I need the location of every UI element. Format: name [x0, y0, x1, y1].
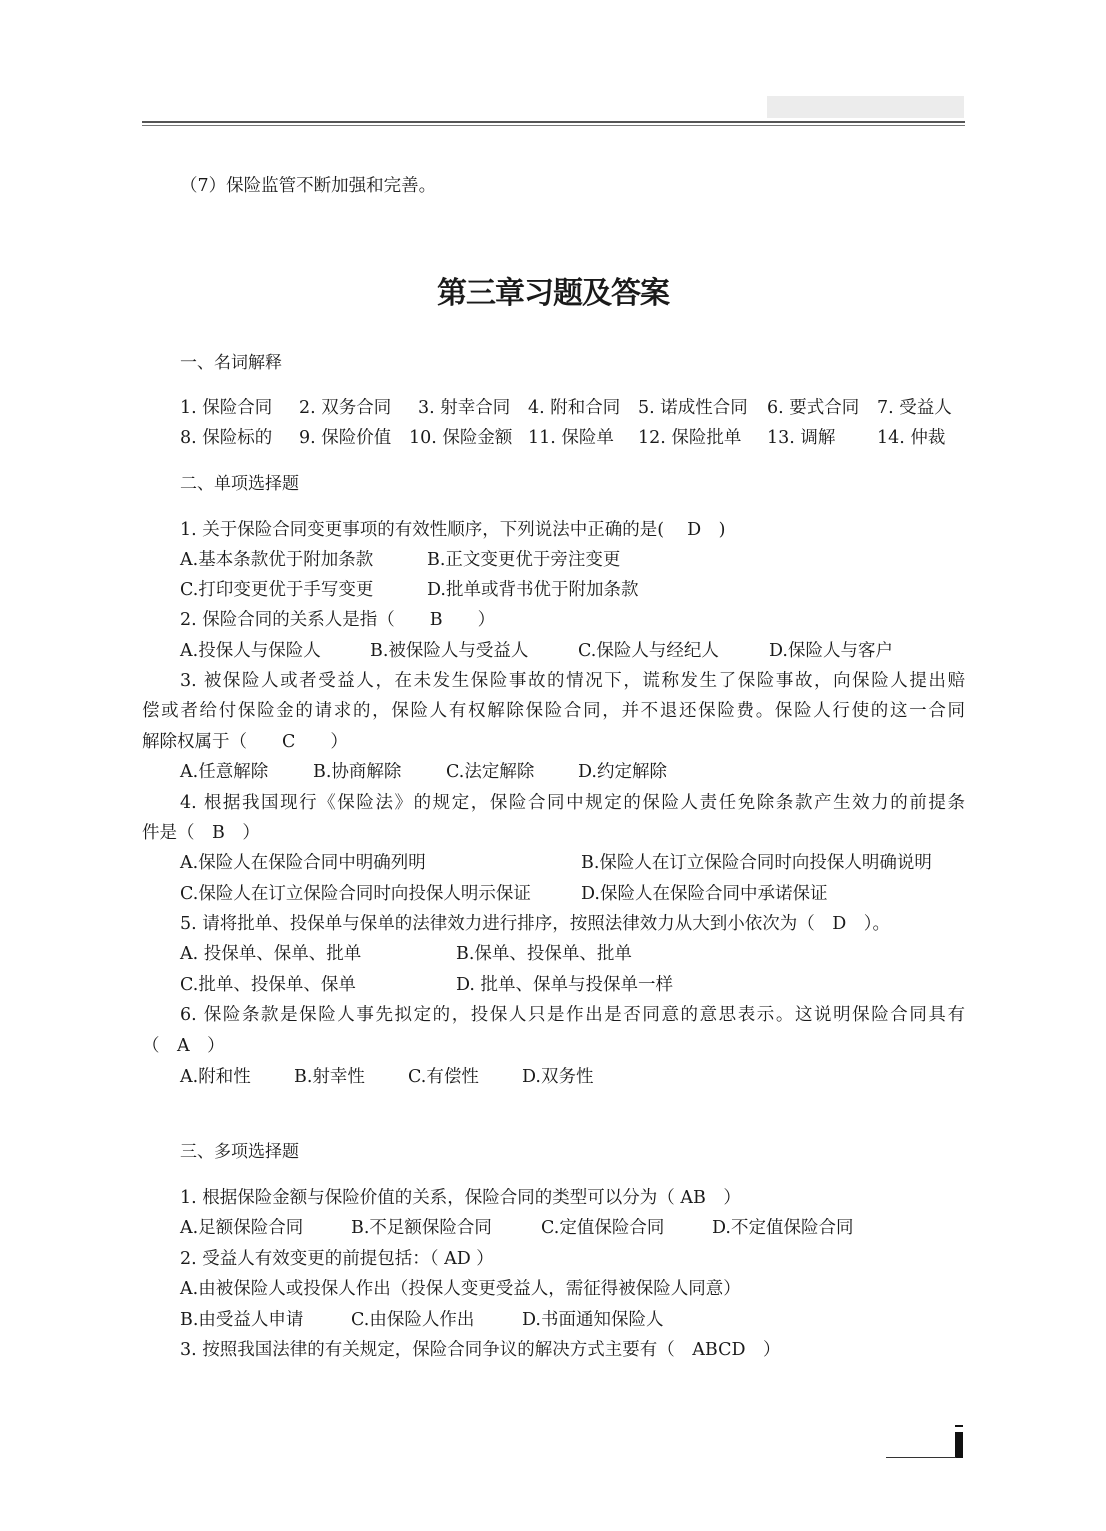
question-stem-cont: 解除权属于（ C ）	[142, 732, 348, 752]
option-item: A.任意解除	[180, 762, 269, 782]
option-item: C.有偿性	[408, 1067, 479, 1087]
question-stem: 2. 受益人有效变更的前提包括：（ AD ）	[180, 1249, 494, 1269]
option-item: A.基本条款优于附加条款	[180, 550, 374, 570]
term-item: 6. 要式合同	[767, 398, 860, 418]
option-item: D.书面通知保险人	[522, 1310, 664, 1330]
section-heading-single: 二、单项选择题	[180, 474, 299, 494]
option-item: D.不定值保险合同	[712, 1218, 854, 1238]
option-item: B.由受益人申请	[180, 1310, 304, 1330]
option-item: A.由被保险人或投保人作出（投保人变更受益人，需征得被保险人同意）	[180, 1279, 741, 1299]
option-item: D.批单或背书优于附加条款	[427, 580, 639, 600]
option-item: D.约定解除	[578, 762, 667, 782]
option-item: B.协商解除	[313, 762, 402, 782]
footer-tick	[955, 1425, 963, 1427]
question-stem: 5. 请将批单、投保单与保单的法律效力进行排序，按照法律效力从大到小依次为（ D ）。	[180, 914, 891, 934]
term-item: 10. 保险金额	[409, 428, 513, 448]
option-item: D.保险人与客户	[769, 641, 893, 661]
term-item: 8. 保险标的	[180, 428, 273, 448]
question-stem: 4. 根据我国现行《保险法》的规定，保险合同中规定的保险人责任免除条款产生效力的前提条	[180, 793, 965, 813]
option-item: B.不足额保险合同	[351, 1218, 492, 1238]
term-item: 4. 附和合同	[528, 398, 621, 418]
option-item: B.保单、投保单、批单	[456, 944, 632, 964]
question-stem-cont: （ A ）	[142, 1036, 225, 1056]
question-stem: 3. 按照我国法律的有关规定，保险合同争议的解决方式主要有（ ABCD ）	[180, 1340, 781, 1360]
option-item: A.足额保险合同	[180, 1218, 304, 1238]
option-item: C.由保险人作出	[351, 1310, 475, 1330]
question-stem: 6. 保险条款是保险人事先拟定的，投保人只是作出是否同意的意思表示。这说明保险合同具有	[180, 1005, 965, 1025]
chapter-title: 第三章习题及答案	[437, 276, 669, 311]
question-stem: 1. 根据保险金额与保险价值的关系，保险合同的类型可以分为（ AB ）	[180, 1188, 741, 1208]
option-item: B.被保险人与受益人	[370, 641, 529, 661]
option-item: C.法定解除	[446, 762, 535, 782]
option-item: B.保险人在订立保险合同时向投保人明确说明	[581, 853, 932, 873]
footer-line	[886, 1457, 956, 1458]
option-item: C.打印变更优于手写变更	[180, 580, 374, 600]
option-item: C.定值保险合同	[541, 1218, 665, 1238]
option-item: A. 投保单、保单、批单	[180, 944, 362, 964]
term-item: 5. 诺成性合同	[638, 398, 748, 418]
section-heading-multi: 三、多项选择题	[180, 1142, 299, 1162]
option-item: A.附和性	[180, 1067, 251, 1087]
option-item: D.保险人在保险合同中承诺保证	[581, 884, 828, 904]
option-item: A.投保人与保险人	[180, 641, 321, 661]
header-rule	[142, 121, 965, 123]
option-item: C.保险人在订立保险合同时向投保人明示保证	[180, 884, 531, 904]
option-item: B.射幸性	[294, 1067, 365, 1087]
question-stem-cont: 件是（ B ）	[142, 823, 260, 843]
term-item: 3. 射幸合同	[418, 398, 511, 418]
option-item: C.批单、投保单、保单	[180, 975, 356, 995]
term-item: 13. 调解	[767, 428, 836, 448]
footer-bar	[955, 1432, 963, 1458]
term-item: 1. 保险合同	[180, 398, 273, 418]
option-item: B.正文变更优于旁注变更	[427, 550, 621, 570]
term-item: 11. 保险单	[528, 428, 614, 448]
term-item: 14. 仲裁	[877, 428, 946, 448]
term-item: 2. 双务合同	[299, 398, 392, 418]
option-item: A.保险人在保险合同中明确列明	[180, 853, 426, 873]
section-heading-terms: 一、名词解释	[180, 353, 282, 373]
question-stem: 3. 被保险人或者受益人，在未发生保险事故的情况下，谎称发生了保险事故，向保险人提出赔	[180, 671, 965, 691]
option-item: D.双务性	[522, 1067, 594, 1087]
header-rule-thin	[142, 125, 965, 126]
term-item: 12. 保险批单	[638, 428, 742, 448]
question-stem: 1. 关于保险合同变更事项的有效性顺序，下列说法中正确的是( D )	[180, 520, 726, 540]
intro-line: （7）保险监管不断加强和完善。	[180, 176, 437, 196]
option-item: D. 批单、保单与投保单一样	[456, 975, 674, 995]
header-box	[767, 96, 964, 118]
term-item: 7. 受益人	[877, 398, 952, 418]
term-item: 9. 保险价值	[299, 428, 392, 448]
question-stem: 2. 保险合同的关系人是指（ B ）	[180, 610, 496, 630]
option-item: C.保险人与经纪人	[578, 641, 719, 661]
question-stem-cont: 偿或者给付保险金的请求的，保险人有权解除保险合同，并不退还保险费。保险人行使的这一合同	[142, 701, 965, 721]
